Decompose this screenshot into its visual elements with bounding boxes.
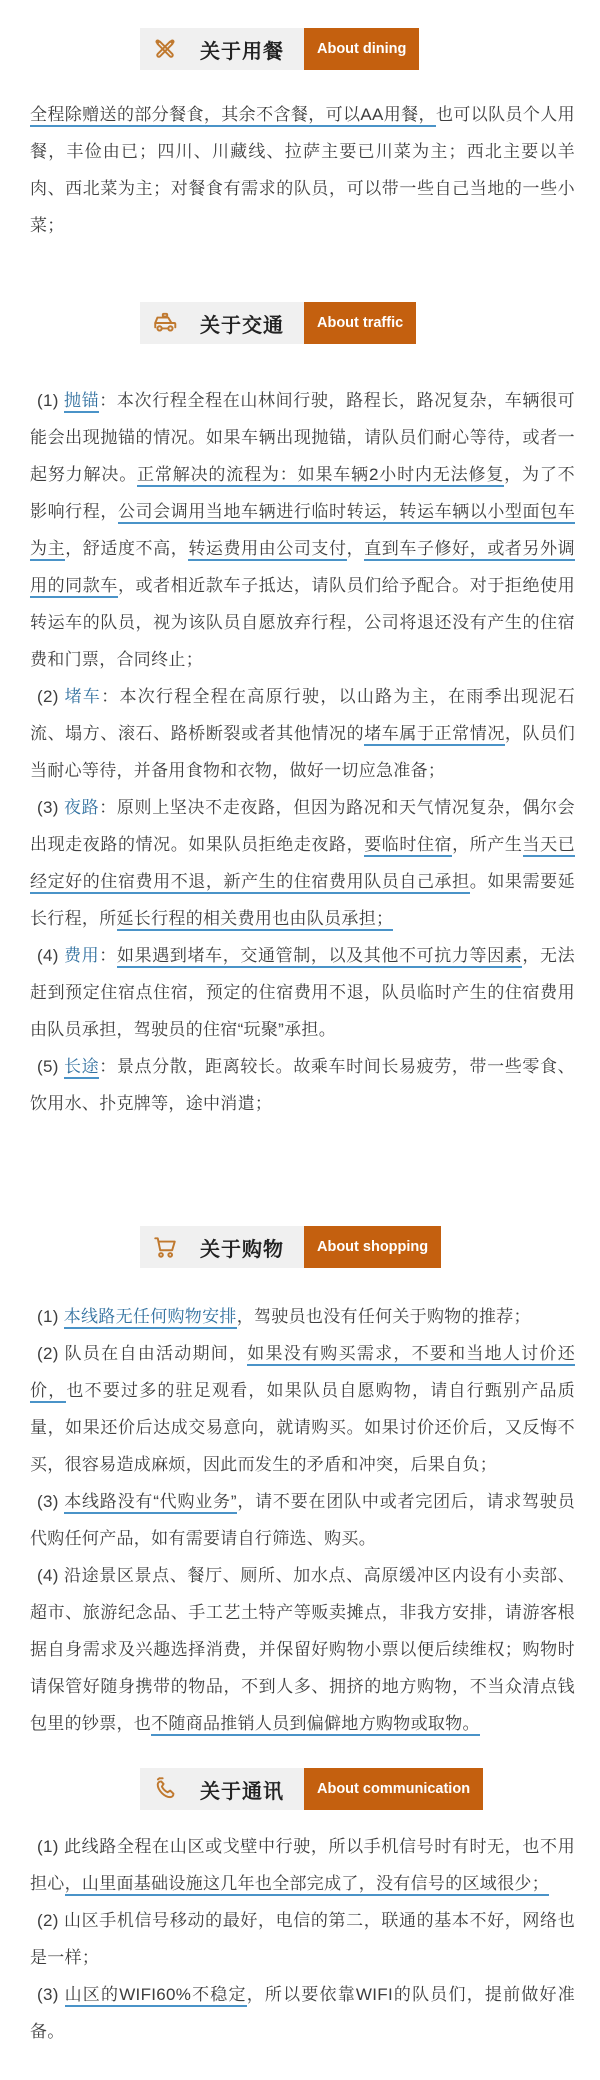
paragraph <box>30 1298 575 1335</box>
shopping-paragraphs <box>30 1298 575 1742</box>
traffic-header <box>140 302 416 344</box>
shopping-title: 关于购物 <box>200 1238 284 1261</box>
paragraph <box>30 1048 575 1122</box>
text-segment: ，山里面基础设施这几年也全部完成了，没有信号的区域很少； <box>65 1874 549 1896</box>
text-segment: 堵车 <box>64 687 102 706</box>
dining-header <box>140 28 419 70</box>
dining-badge: About dining <box>304 28 419 70</box>
utensils-icon <box>152 36 178 62</box>
shopping-header <box>140 1226 441 1268</box>
traffic-paragraphs <box>30 382 575 1122</box>
text-segment: (1) <box>37 391 65 410</box>
text-segment: 抛锚 <box>64 391 99 413</box>
taxi-icon <box>152 310 178 336</box>
communication-header <box>140 1768 483 1810</box>
paragraph <box>30 382 575 678</box>
text-segment: ： <box>99 946 117 965</box>
text-segment: ：景点分散，距离较长。故乘车时间长易疲劳，带一些零食、饮用水、扑克牌等，途中消遣； <box>30 1057 575 1113</box>
text-segment: (5) <box>37 1057 65 1076</box>
text-segment: 要临时住宿 <box>364 835 452 857</box>
phone-icon <box>152 1776 178 1802</box>
paragraph <box>30 1335 575 1483</box>
section-communication <box>30 1768 575 2050</box>
text-segment: 不随商品推销人员到偏僻地方购物或取物。 <box>151 1714 480 1736</box>
text-segment: (1) <box>37 1307 64 1326</box>
text-segment: 也可以队员个人用餐，丰俭由已；四川、川藏线、拉萨主要已川菜为主；西北主要以羊肉、西北菜为主；对餐食有需求的队员，可以带一些自己当地的一些小菜； <box>30 105 575 235</box>
text-segment: 如果遇到堵车，交通管制，以及其他不可抗力等因素 <box>117 946 522 968</box>
text-segment: ，驾驶员也没有任何关于购物的推荐； <box>236 1307 531 1326</box>
text-segment: (2) 队员在自由活动期间， <box>37 1344 248 1363</box>
traffic-badge: About traffic <box>304 302 416 344</box>
text-segment: (3) <box>37 1492 65 1511</box>
text-segment: (3) <box>37 1985 65 2004</box>
dining-paragraphs <box>30 96 575 244</box>
paragraph <box>30 937 575 1048</box>
section-traffic <box>30 302 575 1122</box>
text-segment: 延长行程的相关费用也由队员承担； <box>117 909 394 931</box>
text-segment: (3) <box>37 798 65 817</box>
section-shopping <box>30 1226 575 1742</box>
section-dining <box>30 28 575 244</box>
text-segment: 长途 <box>64 1057 99 1079</box>
communication-title: 关于通讯 <box>200 1780 284 1803</box>
text-segment: 直到车子修好，或者另外调用的同款车 <box>30 539 575 598</box>
text-segment: ，所产生 <box>452 835 523 854</box>
text-segment: ，队员们当耐心等待，并备用食物和衣物，做好一切应急准备； <box>30 724 575 780</box>
communication-paragraphs <box>30 1828 575 2050</box>
text-segment: 本线路没有“代购业务” <box>64 1492 237 1514</box>
text-segment: (1) 此线路全程在山区或戈壁中行驶，所以手机信号时有时无，也不用担心 <box>30 1837 575 1893</box>
text-segment: 也不要过多的驻足观看，如果队员自愿购物，请自行甄别产品质量，如果还价后达成交易意向，就请购买。如果讨价还价后，又反悔不买，很容易造成麻烦，因此而发生的矛盾和冲突，后果自负； <box>30 1381 575 1474</box>
text-segment: ：本次行程全程在高原行驶，以山路为主，在雨季出现泥石流、塌方、滚石、路桥断裂或者其他情况的 <box>30 687 575 743</box>
dining-title: 关于用餐 <box>200 40 284 63</box>
text-segment: ，为了不影响行程， <box>30 465 575 521</box>
text-segment: 费用 <box>64 946 100 965</box>
text-segment: 夜路 <box>64 798 100 817</box>
text-segment: 当天已经定好的住宿费用不退，新产生的住宿费用队员自己承担 <box>30 835 575 894</box>
text-segment: 转运费用由公司支付 <box>188 539 346 561</box>
text-segment: ，舒适度不高， <box>65 539 189 558</box>
paragraph <box>30 96 575 244</box>
text-segment: (4) <box>37 946 65 965</box>
cart-icon <box>152 1234 178 1260</box>
text-segment: 正常解决的流程为：如果车辆2小时内无法修复 <box>137 465 504 487</box>
paragraph <box>30 1828 575 1902</box>
text-segment: 山区的WIFI60%不稳定 <box>65 1985 247 2007</box>
paragraph <box>30 1976 575 2050</box>
text-segment: ，或者相近款车子抵达，请队员们给予配合。对于拒绝使用转运车的队员，视为该队员自愿放弃行程，公司将退还没有产生的住宿费和门票，合同终止； <box>30 576 575 669</box>
text-segment: 。如果需要延长行程，所 <box>30 872 575 928</box>
text-segment: ， <box>346 539 365 558</box>
shopping-badge: About shopping <box>304 1226 441 1268</box>
paragraph <box>30 1557 575 1742</box>
text-segment: ，所以要依靠WIFI的队员们，提前做好准备。 <box>30 1985 575 2041</box>
text-segment: 全程除赠送的部分餐食，其余不含餐，可以AA用餐， <box>30 105 436 127</box>
communication-badge: About communication <box>304 1768 483 1810</box>
text-segment: ，请不要在团队中或者完团后，请求驾驶员代购任何产品，如有需要请自行筛选、购买。 <box>30 1492 576 1548</box>
traffic-title: 关于交通 <box>200 314 284 337</box>
text-segment: (2) <box>37 687 65 706</box>
paragraph <box>30 678 575 789</box>
text-segment: (4) 沿途景区景点、餐厅、厕所、加水点、高原缓冲区内设有小卖部、超市、旅游纪念品、手工艺土特产等贩卖摊点，非我方安排，请游客根据自身需求及兴趣选择消费，并保留好购物小票以便后续维权；购物时请保管好随身携带的物品，不到人多、拥挤的地方购物，不当众清点钱包里的钞票，也 <box>30 1566 575 1733</box>
paragraph <box>30 789 575 937</box>
text-segment: 如果没有购买需求，不要和当地人讨价还价， <box>30 1344 575 1403</box>
text-segment: ：本次行程全程在山林间行驶，路程长，路况复杂，车辆很可能会出现抛锚的情况。如果车辆出现抛锚，请队员们耐心等待，或者一起努力解决。 <box>30 391 575 484</box>
paragraph <box>30 1483 575 1557</box>
text-segment: (2) 山区手机信号移动的最好，电信的第二，联通的基本不好，网络也是一样； <box>30 1911 575 1967</box>
paragraph <box>30 1902 575 1976</box>
text-segment: 堵车属于正常情况 <box>364 724 505 746</box>
text-segment: 本线路无任何购物安排 <box>64 1307 237 1329</box>
text-segment: 公司会调用当地车辆进行临时转运，转运车辆以小型面包车为主 <box>30 502 575 561</box>
text-segment: ，无法赶到预定住宿点住宿，预定的住宿费用不退，队员临时产生的住宿费用由队员承担，驾驶员的住宿“玩聚”承担。 <box>30 946 575 1039</box>
text-segment: ：原则上坚决不走夜路，但因为路况和天气情况复杂，偶尔会出现走夜路的情况。如果队员拒绝走夜路， <box>30 798 575 854</box>
